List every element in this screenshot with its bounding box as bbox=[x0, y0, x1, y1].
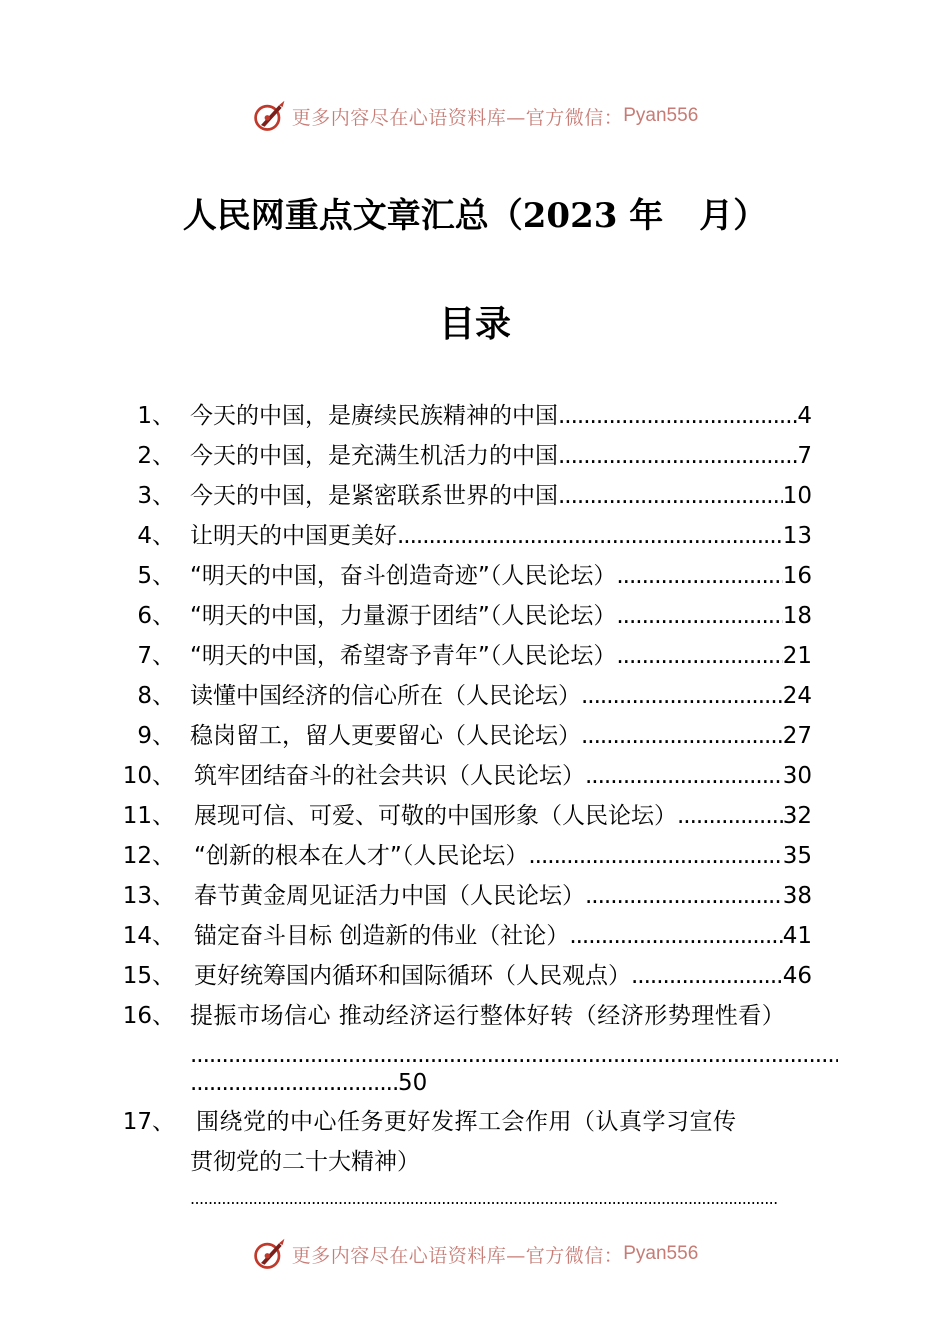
toc-page-number: 32 bbox=[782, 803, 812, 829]
toc-item[interactable] bbox=[0, 796, 950, 836]
toc-number: 6、 bbox=[137, 603, 175, 629]
toc-page-number: 16 bbox=[782, 563, 812, 589]
toc-item[interactable] bbox=[0, 756, 950, 796]
toc-number: 9、 bbox=[137, 723, 175, 749]
toc-title: 春节黄金周见证活力中国（人民论坛） bbox=[194, 883, 585, 909]
toc-entry[interactable] bbox=[190, 436, 812, 476]
quill-pen-logo-icon bbox=[252, 1236, 288, 1272]
toc-page-number: 50 bbox=[398, 1070, 428, 1096]
toc-title: “明天的中国，希望寄予青年”（人民论坛） bbox=[190, 643, 617, 669]
toc-item[interactable] bbox=[0, 876, 950, 916]
toc-leader-dots bbox=[558, 396, 797, 436]
toc-title-line1[interactable]: 围绕党的中心任务更好发挥工会作用（认真学习宣传 bbox=[196, 1109, 737, 1135]
toc-entry[interactable] bbox=[190, 516, 812, 556]
toc-page-number: 4 bbox=[797, 403, 812, 429]
toc-item[interactable] bbox=[0, 556, 950, 596]
toc-entry[interactable] bbox=[190, 636, 812, 676]
toc-number: 11、 bbox=[122, 803, 175, 829]
header-watermark-banner bbox=[0, 96, 950, 136]
toc-page-number: 38 bbox=[782, 883, 812, 909]
table-of-contents bbox=[0, 396, 950, 996]
toc-entry[interactable] bbox=[194, 836, 812, 876]
toc-number: 2、 bbox=[137, 443, 175, 469]
toc-number: 3、 bbox=[137, 483, 175, 509]
banner-wechat-handle: Pyan556 bbox=[623, 1243, 699, 1264]
toc-item[interactable] bbox=[0, 916, 950, 956]
toc-leader-dots bbox=[558, 436, 797, 476]
banner-wechat-handle: Pyan556 bbox=[623, 105, 699, 126]
toc-number: 14、 bbox=[122, 923, 175, 949]
toc-leader-dots bbox=[569, 916, 782, 956]
toc-title[interactable]: 提振市场信心 推动经济运行整体好转（经济形势理性看） bbox=[190, 1003, 786, 1029]
toc-leader-dots bbox=[190, 1068, 398, 1098]
toc-title: “明天的中国，奋斗创造奇迹”（人民论坛） bbox=[190, 563, 617, 589]
toc-page-number: 7 bbox=[797, 443, 812, 469]
toc-item[interactable] bbox=[0, 716, 950, 756]
toc-page-number: 10 bbox=[782, 483, 812, 509]
toc-page-number: 21 bbox=[782, 643, 812, 669]
toc-title: 更好统筹国内循环和国际循环（人民观点） bbox=[194, 963, 631, 989]
toc-entry[interactable] bbox=[194, 956, 812, 996]
toc-leader-dots bbox=[190, 1186, 778, 1212]
toc-item[interactable] bbox=[0, 436, 950, 476]
toc-page-number: 41 bbox=[782, 923, 812, 949]
title-end: 月） bbox=[699, 196, 768, 236]
toc-page-number: 24 bbox=[782, 683, 812, 709]
toc-leader-dots bbox=[585, 876, 783, 916]
toc-heading: 目录 bbox=[438, 303, 511, 345]
toc-number: 17、 bbox=[122, 1109, 175, 1135]
toc-entry[interactable] bbox=[190, 556, 812, 596]
toc-number: 1、 bbox=[137, 403, 175, 429]
toc-leader-dots bbox=[528, 836, 782, 876]
toc-leader-dots bbox=[190, 1042, 838, 1068]
toc-leader-dots bbox=[616, 636, 782, 676]
toc-leader-dots bbox=[616, 556, 782, 596]
toc-title: “明天的中国，力量源于团结”（人民论坛） bbox=[190, 603, 617, 629]
toc-entry[interactable] bbox=[194, 876, 812, 916]
banner-text: 更多内容尽在心语资料库—官方微信： bbox=[291, 106, 624, 129]
toc-number: 4、 bbox=[137, 523, 175, 549]
toc-item[interactable] bbox=[0, 516, 950, 556]
toc-title: 稳岗留工，留人更要留心（人民论坛） bbox=[190, 723, 581, 749]
footer-watermark-banner bbox=[0, 1234, 950, 1274]
toc-item[interactable] bbox=[0, 596, 950, 636]
toc-number: 7、 bbox=[137, 643, 175, 669]
toc-leader-continuation bbox=[190, 1068, 427, 1098]
toc-entry[interactable] bbox=[190, 716, 812, 756]
toc-page-number: 27 bbox=[782, 723, 812, 749]
toc-entry[interactable] bbox=[190, 396, 812, 436]
toc-leader-dots bbox=[585, 756, 783, 796]
toc-title: 让明天的中国更美好 bbox=[190, 523, 397, 549]
toc-number: 10、 bbox=[122, 763, 175, 789]
toc-title: 锚定奋斗目标 创造新的伟业（社论） bbox=[194, 923, 570, 949]
toc-entry[interactable] bbox=[194, 756, 812, 796]
toc-number: 15、 bbox=[122, 963, 175, 989]
toc-number: 8、 bbox=[137, 683, 175, 709]
toc-number: 16、 bbox=[122, 1003, 175, 1029]
toc-title: “创新的根本在人才”（人民论坛） bbox=[194, 843, 529, 869]
quill-pen-logo-icon bbox=[252, 98, 288, 134]
toc-entry[interactable] bbox=[190, 596, 812, 636]
toc-number: 12、 bbox=[122, 843, 175, 869]
toc-item-16[interactable] bbox=[0, 996, 950, 1104]
banner-text: 更多内容尽在心语资料库—官方微信： bbox=[291, 1244, 624, 1267]
toc-item[interactable] bbox=[0, 396, 950, 436]
toc-title: 读懂中国经济的信心所在（人民论坛） bbox=[190, 683, 581, 709]
toc-leader-dots bbox=[631, 956, 783, 996]
toc-title-line2[interactable]: 贯彻党的二十大精神） bbox=[190, 1149, 420, 1175]
toc-title: 今天的中国，是赓续民族精神的中国 bbox=[190, 403, 558, 429]
toc-item[interactable] bbox=[0, 636, 950, 676]
toc-leader-dots bbox=[677, 796, 783, 836]
toc-item[interactable] bbox=[0, 956, 950, 996]
toc-entry[interactable] bbox=[190, 476, 812, 516]
toc-entry[interactable] bbox=[194, 916, 812, 956]
toc-item[interactable] bbox=[0, 676, 950, 716]
toc-page-number: 18 bbox=[782, 603, 812, 629]
toc-entry[interactable] bbox=[194, 796, 812, 836]
toc-item[interactable] bbox=[0, 476, 950, 516]
toc-leader-dots bbox=[581, 676, 783, 716]
toc-leader-dots bbox=[397, 516, 783, 556]
toc-page-number: 30 bbox=[782, 763, 812, 789]
toc-item-17[interactable] bbox=[0, 1102, 950, 1212]
title-main: 人民网重点文章汇总（2023 年 bbox=[182, 196, 664, 236]
toc-leader-dots bbox=[558, 476, 783, 516]
toc-item[interactable] bbox=[0, 836, 950, 876]
toc-number: 13、 bbox=[122, 883, 175, 909]
toc-page-number: 46 bbox=[782, 963, 812, 989]
toc-title: 展现可信、可爱、可敬的中国形象（人民论坛） bbox=[194, 803, 677, 829]
toc-entry[interactable] bbox=[190, 676, 812, 716]
toc-title: 今天的中国，是紧密联系世界的中国 bbox=[190, 483, 558, 509]
toc-title: 今天的中国，是充满生机活力的中国 bbox=[190, 443, 558, 469]
document-title bbox=[0, 188, 950, 237]
toc-page-number: 13 bbox=[782, 523, 812, 549]
toc-page-number: 35 bbox=[782, 843, 812, 869]
toc-leader-dots bbox=[581, 716, 783, 756]
toc-leader-dots bbox=[616, 596, 782, 636]
toc-title: 筑牢团结奋斗的社会共识（人民论坛） bbox=[194, 763, 585, 789]
toc-number: 5、 bbox=[137, 563, 175, 589]
